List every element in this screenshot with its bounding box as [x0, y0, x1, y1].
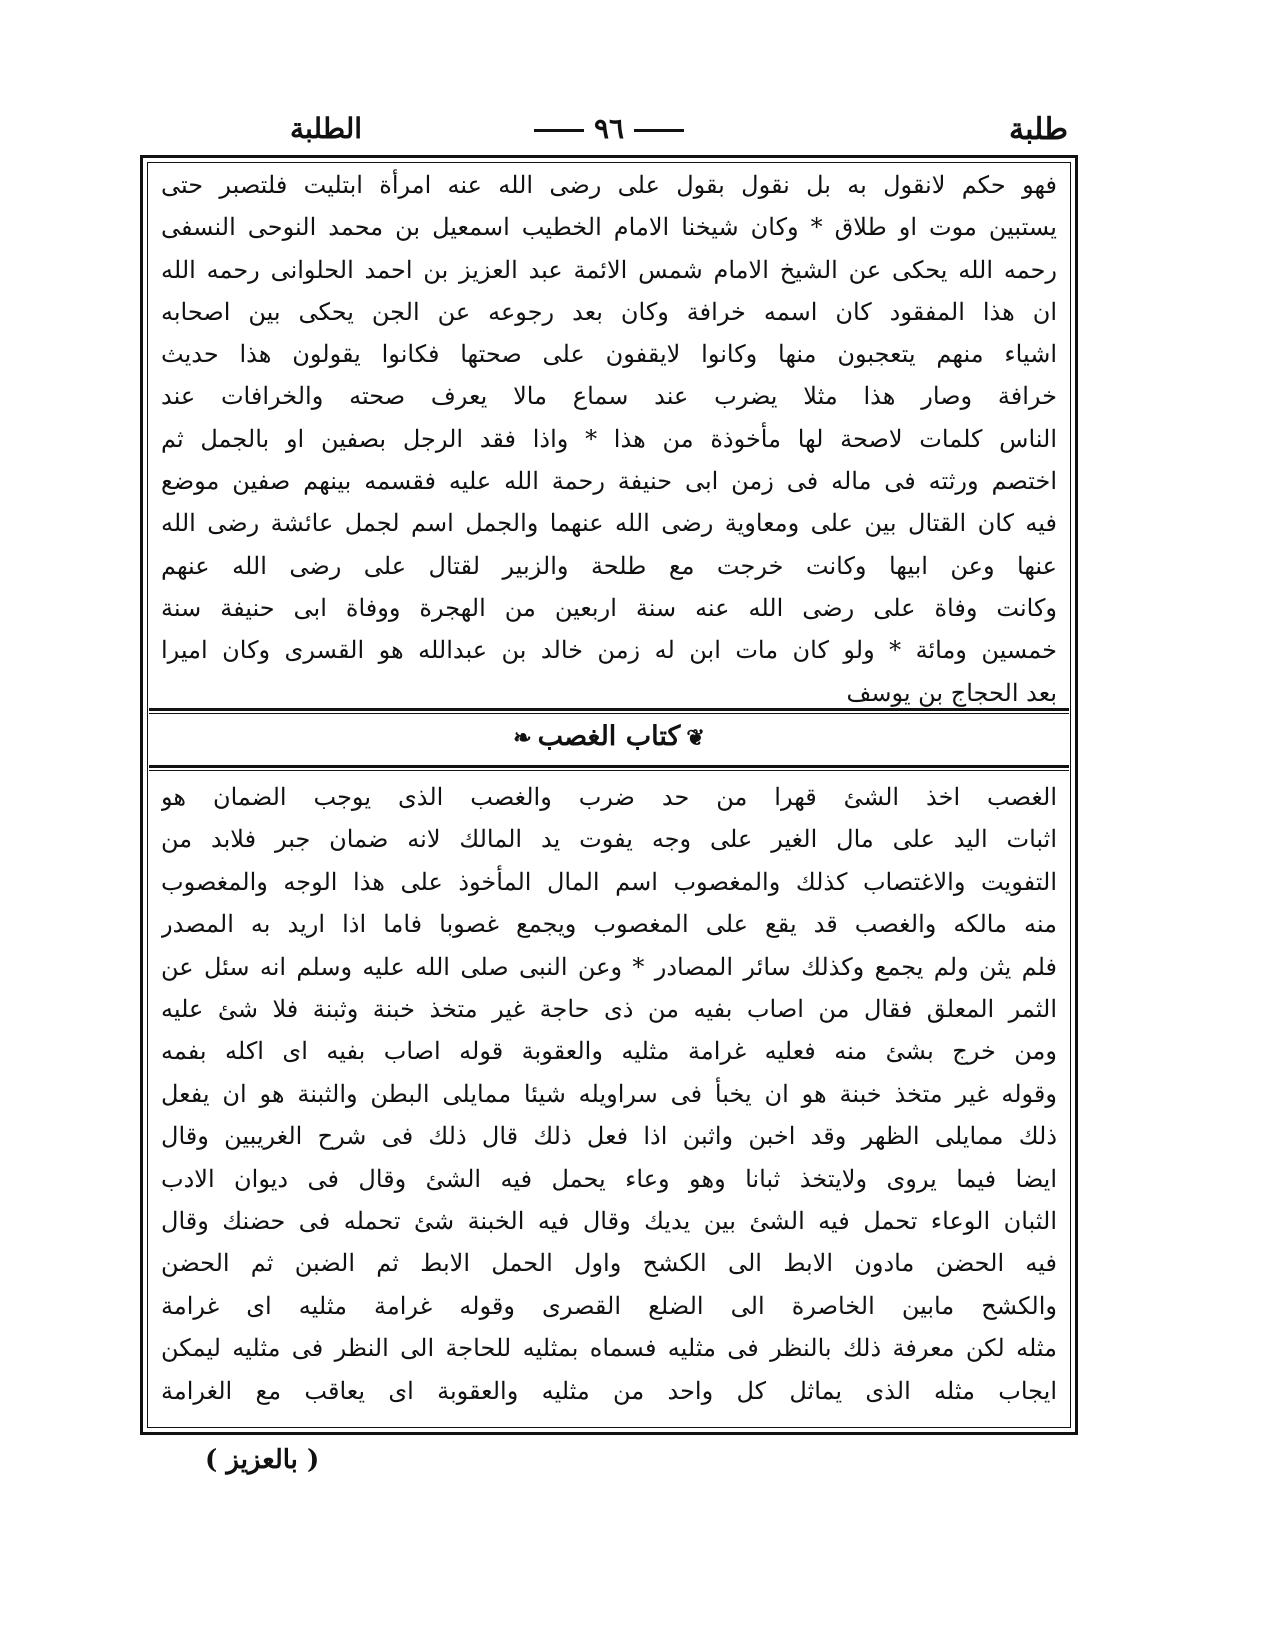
- text-line: اختصم ورثته فى ماله فى زمن ابى حنيفة رحمة الله عليه فقسمه بينهم صفين موضع: [161, 467, 1057, 496]
- footer-catchword: ( بالعزيز ): [205, 1445, 320, 1475]
- text-line: بعد الحجاج بن يوسف: [846, 678, 1057, 707]
- divider-bottom-thin: [149, 770, 1069, 771]
- text-line: ان هذا المفقود كان اسمه خرافة وكان بعد رجوعه عن الجن يحكى بين اصحابه: [161, 297, 1057, 326]
- divider-top-thin: [149, 713, 1069, 714]
- dash-right: [634, 129, 684, 132]
- ornament-left-icon: ❧: [513, 724, 532, 751]
- text-line: فهو حكم لانقول به بل نقول بقول على رضى الله عنه امرأة ابتليت فلتصبر حتى: [161, 171, 1057, 199]
- text-line: الغصب اخذ الشئ قهرا من حد ضرب والغصب الذى يوجب الضمان هو: [161, 783, 1057, 811]
- text-line: التفويت والاغتصاب كذلك والمغصوب اسم المال المأخوذ على هذا الوجه والمغصوب: [161, 867, 1057, 896]
- page-header: [140, 112, 1078, 152]
- text-frame: [140, 155, 1078, 1435]
- text-line: اشياء منهم يتعجبون منها وكانوا لايقفون على صحتها فكانوا يقولون هذا حديث: [161, 340, 1057, 369]
- text-line: اثبات اليد على مال الغير على وجه يفوت يد المالك لانه ضمان جبر فلابد من: [161, 825, 1057, 854]
- chapter-heading: [143, 721, 1075, 761]
- header-catchword-left: الطلبة: [290, 112, 363, 145]
- text-line: مثله لكن معرفة ذلك بالنظر فى مثليه فسماه بمثليه للحاجة الى النظر فى مثليه ليمكن: [161, 1334, 1057, 1363]
- divider-bottom: [149, 765, 1069, 768]
- divider-top: [149, 708, 1069, 711]
- text-line: ومن خرج بشئ منه فعليه غرامة مثليه والعقوبة قوله اصاب بفيه اى اكله بفمه: [161, 1037, 1057, 1066]
- text-line: رحمه الله يحكى عن الشيخ الامام شمس الائمة عبد العزيز بن احمد الحلوانى رحمه الله: [161, 255, 1057, 284]
- ornament-right-icon: ❦: [686, 724, 705, 751]
- text-line: فلم يثن ولم يجمع وكذلك سائر المصادر * وعن النبى صلى الله عليه وسلم انه سئل عن: [161, 952, 1057, 981]
- text-line: والكشح مابين الخاصرة الى الضلع القصرى وقوله غرامة مثليه اى غرامة: [161, 1291, 1057, 1320]
- text-line: فيه الحضن مادون الابط الى الكشح واول الحمل الابط ثم الضبن ثم الحضن: [161, 1249, 1057, 1278]
- text-line: ايضا فيما يروى ولايتخذ ثبانا وهو وعاء يحمل فيه الشئ وقال فى ديوان الادب: [161, 1164, 1057, 1193]
- chapter-title: كتاب الغصب: [537, 721, 681, 752]
- text-line: ذلك ممايلى الظهر وقد اخبن واثبن اذا فعل ذلك قال ذلك فى شرح الغريبين وقال: [161, 1122, 1057, 1151]
- dash-left: [534, 129, 584, 132]
- text-line: خمسين ومائة * ولو كان مات ابن له زمن خالد بن عبدالله هو القسرى وكان اميرا: [161, 636, 1057, 665]
- text-line: عنها وعن ابيها وكانت خرجت مع طلحة والزبير لقتال على رضى الله عنهم: [161, 551, 1057, 580]
- text-line: وكانت وفاة على رضى الله عنه سنة اربعين من الهجرة ووفاة ابى حنيفة سنة: [161, 593, 1057, 622]
- page-number: [140, 112, 1078, 145]
- text-line: الثمر المعلق فقال من اصاب بفيه من ذى حاجة غير متخذ خبنة وثبنة فلا شئ عليه: [161, 995, 1057, 1024]
- text-line: وقوله غير متخذ خبنة هو ان يخبأ فى سراويله شيئا ممايلى البطن والثبنة هو ان يفعل: [161, 1079, 1057, 1108]
- page-number-text: ٩٦: [593, 112, 625, 145]
- text-line: فيه كان القتال بين على ومعاوية رضى الله عنهما والجمل اسم لجمل عائشة رضى الله: [161, 509, 1057, 538]
- text-line: منه مالكه والغصب قد يقع على المغصوب ويجمع غصوبا فاما اذا اريد به المصدر: [161, 910, 1057, 939]
- text-line: خرافة وصار هذا مثلا يضرب عند سماع مالا يعرف صحته والخرافات عند: [161, 382, 1057, 411]
- header-catchword-right: طلبة: [1009, 112, 1068, 147]
- text-line: يستبين موت او طلاق * وكان شيخنا الامام الخطيب اسمعيل بن محمد النوحى النسفى: [161, 213, 1057, 242]
- text-line: ايجاب مثله الذى يماثل كل واحد من مثليه والعقوبة اى يعاقب مع الغرامة: [161, 1376, 1057, 1405]
- section-2-text: [161, 776, 1057, 1412]
- text-line: الناس كلمات لاصحة لها مأخوذة من هذا * واذا فقد الرجل بصفين او بالجمل ثم: [161, 424, 1057, 453]
- section-1-text: [161, 164, 1057, 714]
- text-line: الثبان الوعاء تحمل فيه الشئ بين يديك وقال فيه الخبنة شئ تحمله فى حضنك وقال: [161, 1207, 1057, 1236]
